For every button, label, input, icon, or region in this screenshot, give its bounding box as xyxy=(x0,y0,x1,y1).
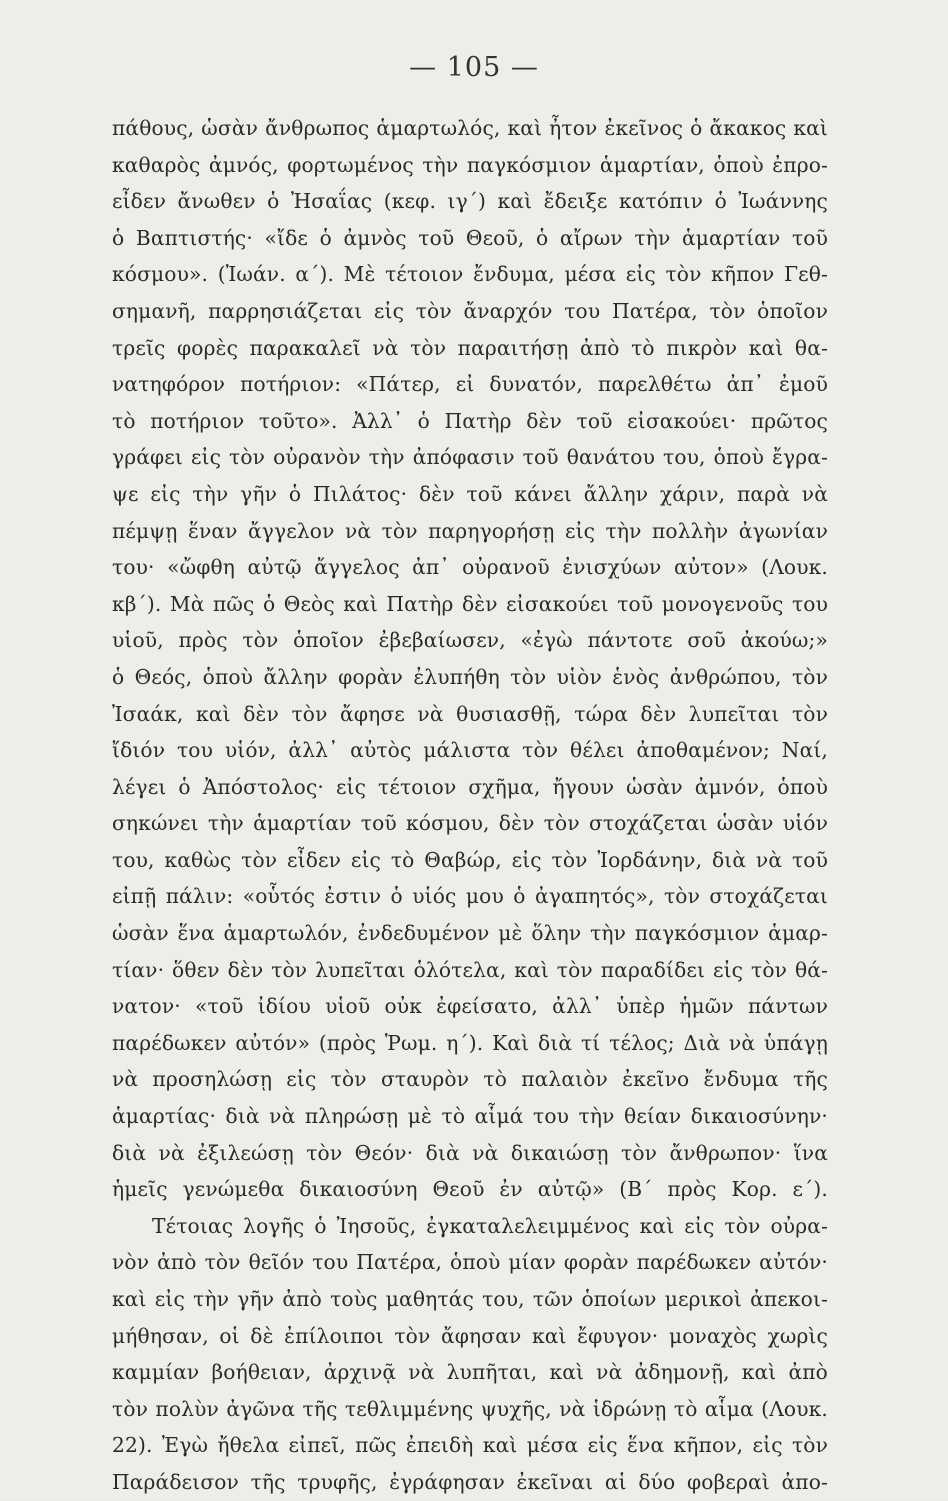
text-line: εἶδεν ἄνωθεν ὁ Ἠσαΐας (κεφ. ιγ΄) καὶ ἔδειξε κατόπιν ὁ Ἰωάννης xyxy=(112,189,828,214)
text-line: τίαν· ὅθεν δὲν τὸν λυπεῖται ὁλότελα, καὶ τὸν παραδίδει εἰς τὸν θά- xyxy=(112,957,828,982)
text-line: εἰπῇ πάλιν: «οὗτός ἐστιν ὁ υἱός μου ὁ ἀγαπητός», τὸν στοχάζεται xyxy=(112,884,828,909)
text-line: καθαρὸς ἀμνός, φορτωμένος τὴν παγκόσμιον ἁμαρτίαν, ὁποὺ ἐπρο- xyxy=(112,152,828,177)
text-line: νὰ προσηλώσῃ εἰς τὸν σταυρὸν τὸ παλαιὸν ἐκεῖνο ἔνδυμα τῆς xyxy=(112,1067,828,1092)
text-line: τὸ ποτήριον τοῦτο». Ἀλλ᾽ ὁ Πατὴρ δὲν τοῦ εἰσακούει· πρῶτος xyxy=(112,408,828,433)
text-line: νατηφόρον ποτήριον: «Πάτερ, εἰ δυνατόν, παρελθέτω ἀπ᾽ ἐμοῦ xyxy=(112,372,828,397)
text-line: κβ΄). Μὰ πῶς ὁ Θεὸς καὶ Πατὴρ δὲν εἰσακούει τοῦ μονογενοῦς του xyxy=(112,591,828,616)
text-line: ψε εἰς τὴν γῆν ὁ Πιλάτος· δὲν τοῦ κάνει ἄλλην χάριν, παρὰ νὰ xyxy=(112,481,828,506)
text-line: του, καθὼς τὸν εἶδεν εἰς τὸ Θαβώρ, εἰς τὸν Ἰορδάνην, διὰ νὰ τοῦ xyxy=(112,847,828,872)
text-line: τρεῖς φορὲς παρακαλεῖ νὰ τὸν παραιτήσῃ ἀπὸ τὸ πικρὸν καὶ θα- xyxy=(112,335,828,360)
text-line: σημανῆ, παρρησιάζεται εἰς τὸν ἄναρχόν του Πατέρα, τὸν ὁποῖον xyxy=(112,298,828,323)
text-line: καμμίαν βοήθειαν, ἀρχινᾷ νὰ λυπῆται, καὶ νὰ ἀδημονῇ, καὶ ἀπὸ xyxy=(112,1360,828,1385)
text-line: 22). Ἐγὼ ἤθελα εἰπεῖ, πῶς ἐπειδὴ καὶ μέσα εἰς ἕνα κῆπον, εἰς τὸν xyxy=(112,1433,828,1458)
text-line: ὁ Βαπτιστής· «ἴδε ὁ ἀμνὸς τοῦ Θεοῦ, ὁ αἴρων τὴν ἁμαρτίαν τοῦ xyxy=(112,225,828,250)
text-line: σηκώνει τὴν ἁμαρτίαν τοῦ κόσμου, δὲν τὸν στοχάζεται ὡσὰν υἱόν xyxy=(112,811,828,836)
text-line: γράφει εἰς τὸν οὐρανὸν τὴν ἀπόφασιν τοῦ θανάτου του, ὁποὺ ἔγρα- xyxy=(112,445,828,470)
text-line: διὰ νὰ ἐξιλεώσῃ τὸν Θεόν· διὰ νὰ δικαιώσῃ τὸν ἄνθρωπον· ἵνα xyxy=(112,1140,828,1165)
text-line: μήθησαν, οἱ δὲ ἐπίλοιποι τὸν ἄφησαν καὶ ἔφυγον· μοναχὸς χωρὶς xyxy=(112,1323,828,1348)
text-line: ὡσὰν ἕνα ἁμαρτωλόν, ἐνδεδυμένον μὲ ὅλην τὴν παγκόσμιον ἁμαρ- xyxy=(112,921,828,946)
text-line: πάθους, ὡσὰν ἄνθρωπος ἁμαρτωλός, καὶ ἦτον ἐκεῖνος ὁ ἄκακος καὶ xyxy=(112,116,828,140)
body-text xyxy=(112,110,828,1501)
text-line: Τέτοιας λογῆς ὁ Ἰησοῦς, ἐγκαταλελειμμένος καὶ εἰς τὸν οὐρα- xyxy=(152,1213,828,1238)
text-line: παρέδωκεν αὐτόν» (πρὸς Ῥωμ. η΄). Καὶ διὰ τί τέλος; Διὰ νὰ ὑπάγῃ xyxy=(112,1030,828,1055)
text-line: τὸν πολὺν ἀγῶνα τῆς τεθλιμμένης ψυχῆς, νὰ ἱδρώνῃ τὸ αἷμα (Λουκ. xyxy=(112,1396,828,1421)
text-line: υἱοῦ, πρὸς τὸν ὁποῖον ἐβεβαίωσεν, «ἐγὼ πάντοτε σοῦ ἀκούω;» xyxy=(112,628,828,653)
text-line: του· «ὤφθη αὐτῷ ἄγγελος ἀπ᾽ οὐρανοῦ ἐνισχύων αὐτον» (Λουκ. xyxy=(112,555,828,580)
text-line: πέμψῃ ἕναν ἄγγελον νὰ τὸν παρηγορήσῃ εἰς τὴν πολλὴν ἀγωνίαν xyxy=(112,518,828,543)
text-line: Παράδεισον τῆς τρυφῆς, ἐγράφησαν ἐκεῖναι αἱ δύο φοβεραὶ ἀπο- xyxy=(112,1469,828,1494)
text-line: νατον· «τοῦ ἰδίου υἱοῦ οὐκ ἐφείσατο, ἀλλ᾽ ὑπὲρ ἡμῶν πάντων xyxy=(112,994,828,1019)
text-line: ἴδιόν του υἱόν, ἀλλ᾽ αὐτὸς μάλιστα τὸν θέλει ἀποθαμένον; Ναί, xyxy=(112,738,828,763)
text-line: ἡμεῖς γενώμεθα δικαιοσύνη Θεοῦ ἐν αὐτῷ» (Β΄ πρὸς Κορ. ε΄). xyxy=(112,1177,828,1202)
text-line: Ἰσαάκ, καὶ δὲν τὸν ἄφησε νὰ θυσιασθῇ, τώρα δὲν λυπεῖται τὸν xyxy=(112,701,828,726)
text-line: κόσμου». (Ἰωάν. α΄). Μὲ τέτοιον ἔνδυμα, μέσα εἰς τὸν κῆπον Γεθ- xyxy=(112,262,828,287)
text-line: ὁ Θεός, ὁποὺ ἄλλην φορὰν ἐλυπήθη τὸν υἱὸν ἑνὸς ἀνθρώπου, τὸν xyxy=(112,664,828,689)
text-line: καὶ εἰς τὴν γῆν ἀπὸ τοὺς μαθητάς του, τῶν ὁποίων μερικοὶ ἀπεκοι- xyxy=(112,1287,828,1311)
text-line: λέγει ὁ Ἀπόστολος· εἰς τέτοιον σχῆμα, ἤγουν ὡσὰν ἀμνόν, ὁποὺ xyxy=(112,774,828,799)
text-line: ἁμαρτίας· διὰ νὰ πληρώσῃ μὲ τὸ αἷμά του τὴν θείαν δικαιοσύνην· xyxy=(112,1104,828,1129)
text-line: νὸν ἀπὸ τὸν θεῖόν του Πατέρα, ὁποὺ μίαν φορὰν παρέδωκεν αὐτόν· xyxy=(112,1250,828,1275)
page-number: — 105 — xyxy=(409,52,539,83)
